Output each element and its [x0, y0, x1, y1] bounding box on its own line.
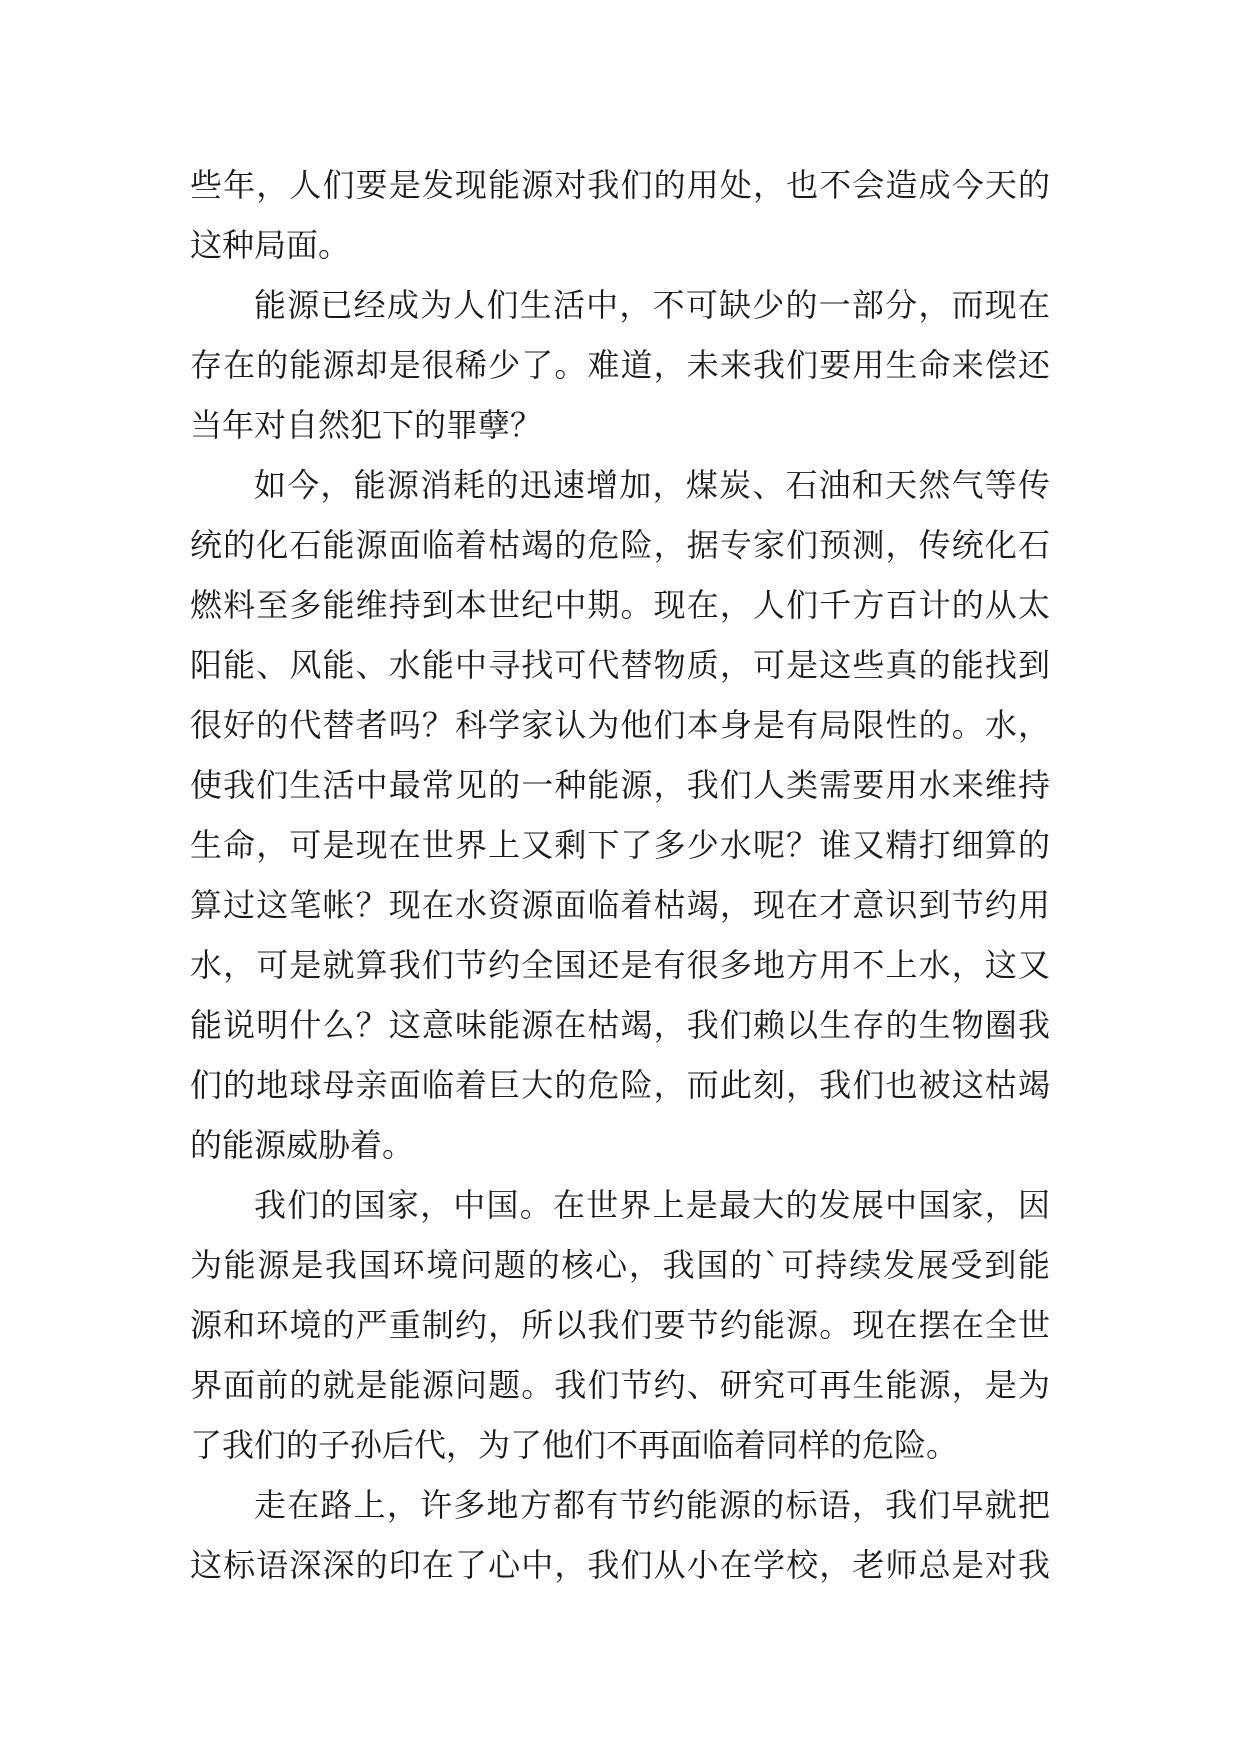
text-line: 界面前的就是能源问题。我们节约、研究可再生能源，是为 [190, 1366, 1050, 1404]
text-line: 很好的代替者吗？科学家认为他们本身是有局限性的。水， [190, 706, 1050, 744]
text-line: 为能源是我国环境问题的核心，我国的`可持续发展受到能 [190, 1246, 1050, 1284]
text-line: 统的化石能源面临着枯竭的危险，据专家们预测，传统化石 [190, 526, 1050, 564]
text-line: 这标语深深的印在了心中，我们从小在学校，老师总是对我 [190, 1546, 1050, 1584]
text-line: 生命，可是现在世界上又剩下了多少水呢？谁又精打细算的 [190, 826, 1050, 864]
text-line: 能说明什么？这意味能源在枯竭，我们赖以生存的生物圈我 [190, 1006, 1050, 1044]
text-line: 能源已经成为人们生活中，不可缺少的一部分，而现在 [254, 286, 1050, 324]
text-line: 这种局面。 [190, 226, 351, 264]
text-line: 算过这笔帐？现在水资源面临着枯竭，现在才意识到节约用 [190, 886, 1050, 924]
text-line: 源和环境的严重制约，所以我们要节约能源。现在摆在全世 [190, 1306, 1050, 1344]
text-line: 使我们生活中最常见的一种能源，我们人类需要用水来维持 [190, 766, 1050, 804]
text-line: 存在的能源却是很稀少了。难道，未来我们要用生命来偿还 [190, 346, 1050, 384]
text-line: 我们的国家，中国。在世界上是最大的发展中国家，因 [254, 1186, 1050, 1224]
text-line: 水，可是就算我们节约全国还是有很多地方用不上水，这又 [190, 946, 1050, 984]
text-line: 了我们的子孙后代，为了他们不再面临着同样的危险。 [190, 1426, 959, 1464]
text-line: 如今，能源消耗的迅速增加，煤炭、石油和天然气等传 [254, 466, 1050, 504]
text-line: 走在路上，许多地方都有节约能源的标语，我们早就把 [254, 1486, 1050, 1524]
text-line: 当年对自然犯下的罪孽？ [190, 406, 543, 444]
text-line: 些年，人们要是发现能源对我们的用处，也不会造成今天的 [190, 166, 1050, 204]
text-line: 们的地球母亲面临着巨大的危险，而此刻，我们也被这枯竭 [190, 1066, 1050, 1104]
text-line: 的能源威胁着。 [190, 1126, 415, 1164]
text-line: 燃料至多能维持到本世纪中期。现在，人们千方百计的从太 [190, 586, 1050, 624]
text-line: 阳能、风能、水能中寻找可代替物质，可是这些真的能找到 [190, 646, 1050, 684]
body-text [190, 155, 1050, 1595]
